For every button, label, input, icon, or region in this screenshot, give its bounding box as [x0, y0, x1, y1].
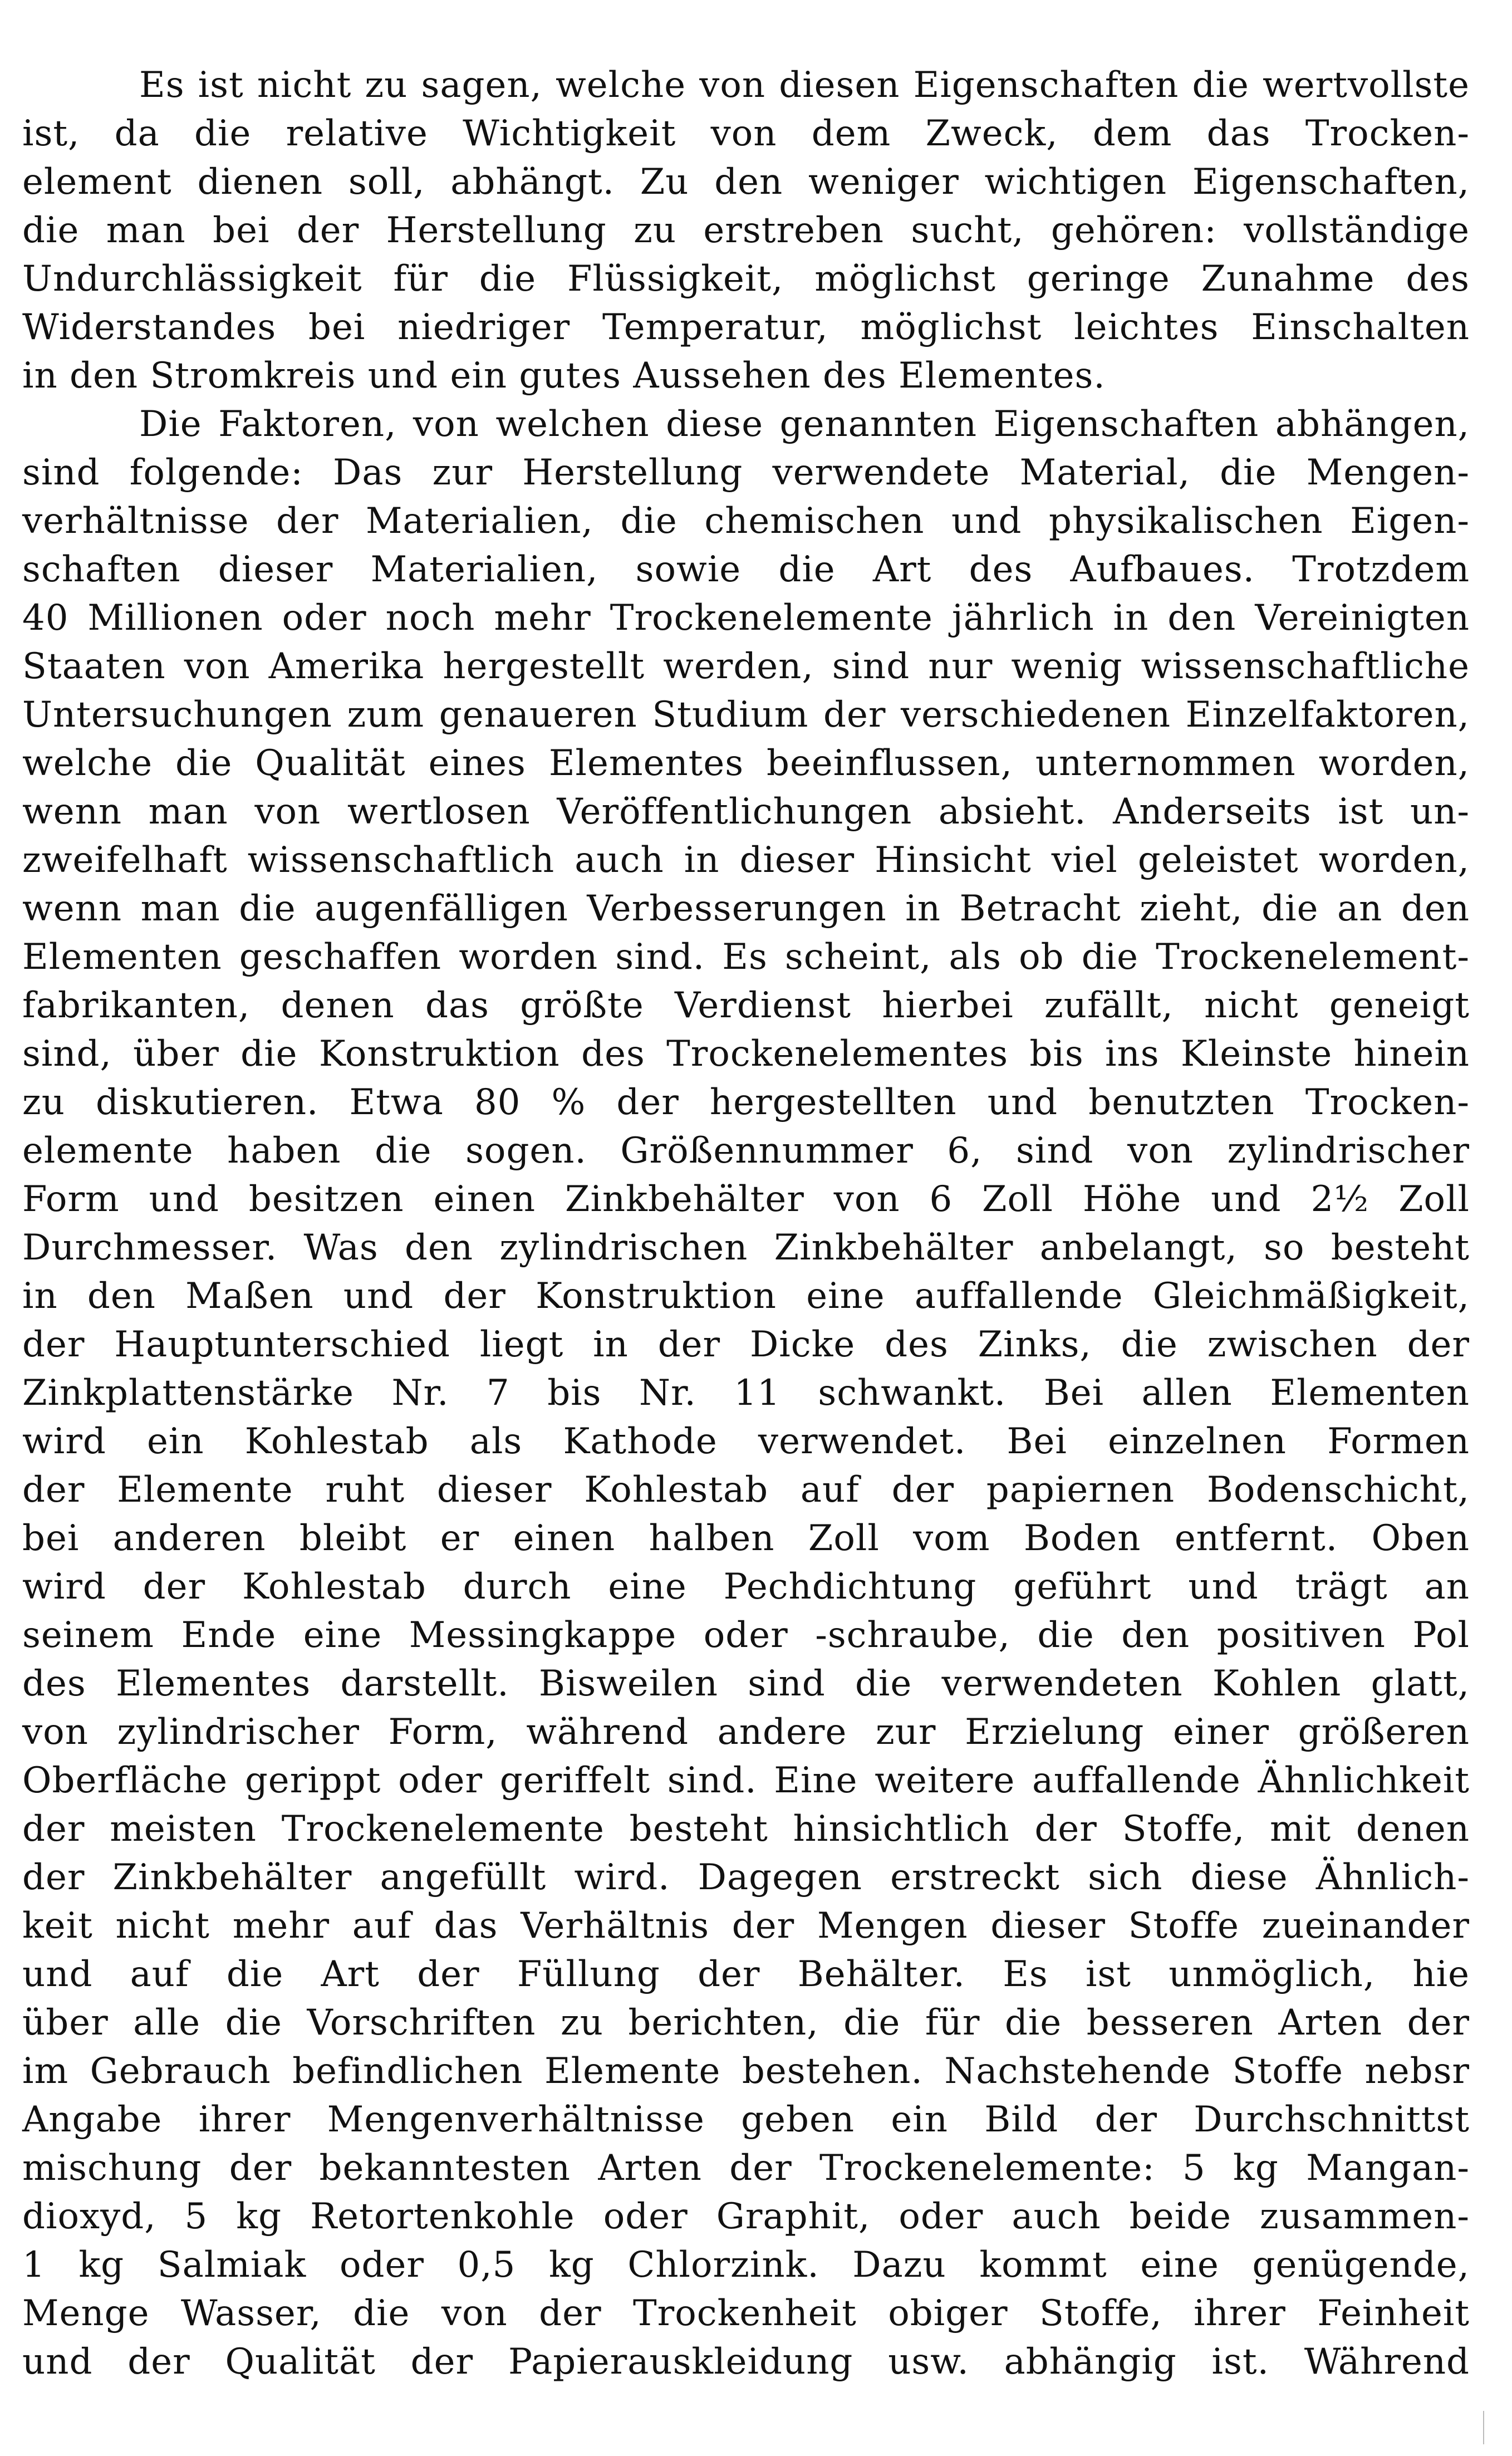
text-line: keit nicht mehr auf das Verhältnis der Mengen dieser Stoffe zueinander — [22, 1905, 1470, 1947]
text-line: zweifelhaft wissenschaftlich auch in dieser Hinsicht viel geleistet worden, — [22, 840, 1470, 881]
text-line: welche die Qualität eines Elementes beeinflussen, unternommen worden, — [22, 743, 1470, 784]
text-line: und auf die Art der Füllung der Behälter. Es ist unmöglich, hie — [22, 1954, 1470, 1995]
text-line: im Gebrauch befindlichen Elemente bestehen. Nachstehende Stoffe nebsr — [22, 2051, 1470, 2092]
text-line: ist, da die relative Wichtigkeit von dem Zweck, dem das Trocken- — [22, 113, 1470, 154]
text-line: in den Maßen und der Konstruktion eine auffallende Gleichmäßigkeit, — [22, 1276, 1470, 1317]
text-line: der meisten Trockenelemente besteht hinsichtlich der Stoffe, mit denen — [22, 1808, 1470, 1850]
text-line: und der Qualität der Papierauskleidung usw. abhängig ist. Während — [22, 2341, 1470, 2383]
text-line: element dienen soll, abhängt. Zu den weniger wichtigen Eigenschaften, — [22, 161, 1470, 203]
text-line: wird ein Kohlestab als Kathode verwendet. Bei einzelnen Formen — [22, 1421, 1470, 1462]
text-line: wenn man die augenfälligen Verbesserungen in Betracht zieht, die an den — [22, 888, 1470, 929]
text-line: seinem Ende eine Messingkappe oder -schraube, die den positiven Pol — [22, 1615, 1470, 1656]
text-line: Widerstandes bei niedriger Temperatur, möglichst leichtes Einschalten — [22, 307, 1470, 348]
text-line: Form und besitzen einen Zinkbehälter von 6 Zoll Höhe und 2½ Zoll — [22, 1179, 1470, 1220]
text-line: Die Faktoren, von welchen diese genannten Eigenschaften abhängen, — [139, 404, 1470, 445]
text-line: zu diskutieren. Etwa 80 % der hergestellten und benutzten Trocken- — [22, 1082, 1470, 1123]
text-line: Staaten von Amerika hergestellt werden, sind nur wenig wissenschaftliche — [22, 646, 1470, 687]
text-line: Durchmesser. Was den zylindrischen Zinkbehälter anbelangt, so besteht — [22, 1227, 1470, 1268]
text-line: sind folgende: Das zur Herstellung verwendete Material, die Mengen- — [22, 452, 1470, 493]
text-line: über alle die Vorschriften zu berichten, die für die besseren Arten der — [22, 2002, 1470, 2043]
text-line: schaften dieser Materialien, sowie die Art des Aufbaues. Trotzdem — [22, 549, 1470, 590]
text-line: dioxyd, 5 kg Retortenkohle oder Graphit, oder auch beide zusammen- — [22, 2196, 1470, 2237]
text-line: Elementen geschaffen worden sind. Es scheint, als ob die Trockenelement- — [22, 937, 1470, 978]
text-line: mischung der bekanntesten Arten der Trockenelemente: 5 kg Mangan- — [22, 2148, 1470, 2189]
text-line: Angabe ihrer Mengenverhältnisse geben ein Bild der Durchschnittst — [22, 2099, 1470, 2140]
text-line: elemente haben die sogen. Größennummer 6, sind von zylindrischer — [22, 1130, 1470, 1171]
text-line: von zylindrischer Form, während andere zur Erzielung einer größeren — [22, 1712, 1470, 1753]
text-line: der Elemente ruht dieser Kohlestab auf der papiernen Bodenschicht, — [22, 1469, 1470, 1511]
text-line: der Hauptunterschied liegt in der Dicke des Zinks, die zwischen der — [22, 1324, 1470, 1365]
text-line: Oberfläche gerippt oder geriffelt sind. Eine weitere auffallende Ähnlichkeit — [22, 1760, 1470, 1801]
text-line: wird der Kohlestab durch eine Pechdichtung geführt und trägt an — [22, 1566, 1470, 1607]
text-line: Untersuchungen zum genaueren Studium der verschiedenen Einzelfaktoren, — [22, 694, 1470, 736]
text-line: 40 Millionen oder noch mehr Trockenelemente jährlich in den Vereinigten — [22, 597, 1470, 639]
text-line: des Elementes darstellt. Bisweilen sind die verwendeten Kohlen glatt, — [22, 1663, 1470, 1704]
text-line: in den Stromkreis und ein gutes Aussehen des Elementes. — [22, 355, 1106, 396]
scan-edge-mark — [1483, 2411, 1484, 2444]
body-text — [22, 61, 1470, 2386]
text-line: die man bei der Herstellung zu erstreben sucht, gehören: vollständige — [22, 210, 1470, 251]
text-line: Menge Wasser, die von der Trockenheit obiger Stoffe, ihrer Feinheit — [22, 2293, 1470, 2334]
text-line: 1 kg Salmiak oder 0,5 kg Chlorzink. Dazu kommt eine genügende, — [22, 2244, 1470, 2286]
text-line: bei anderen bleibt er einen halben Zoll vom Boden entfernt. Oben — [22, 1518, 1470, 1559]
text-line: verhältnisse der Materialien, die chemischen und physikalischen Eigen- — [22, 501, 1470, 542]
text-line: Es ist nicht zu sagen, welche von diesen Eigenschaften die wertvollste — [139, 65, 1470, 106]
text-line: Zinkplattenstärke Nr. 7 bis Nr. 11 schwankt. Bei allen Elementen — [22, 1372, 1470, 1414]
text-line: der Zinkbehälter angefüllt wird. Dagegen erstreckt sich diese Ähnlich- — [22, 1857, 1470, 1898]
text-line: wenn man von wertlosen Veröffentlichungen absieht. Anderseits ist un- — [22, 791, 1470, 832]
text-line: fabrikanten, denen das größte Verdienst hierbei zufällt, nicht geneigt — [22, 985, 1470, 1026]
text-line: sind, über die Konstruktion des Trockenelementes bis ins Kleinste hinein — [22, 1033, 1470, 1075]
text-line: Undurchlässigkeit für die Flüssigkeit, möglichst geringe Zunahme des — [22, 258, 1470, 300]
